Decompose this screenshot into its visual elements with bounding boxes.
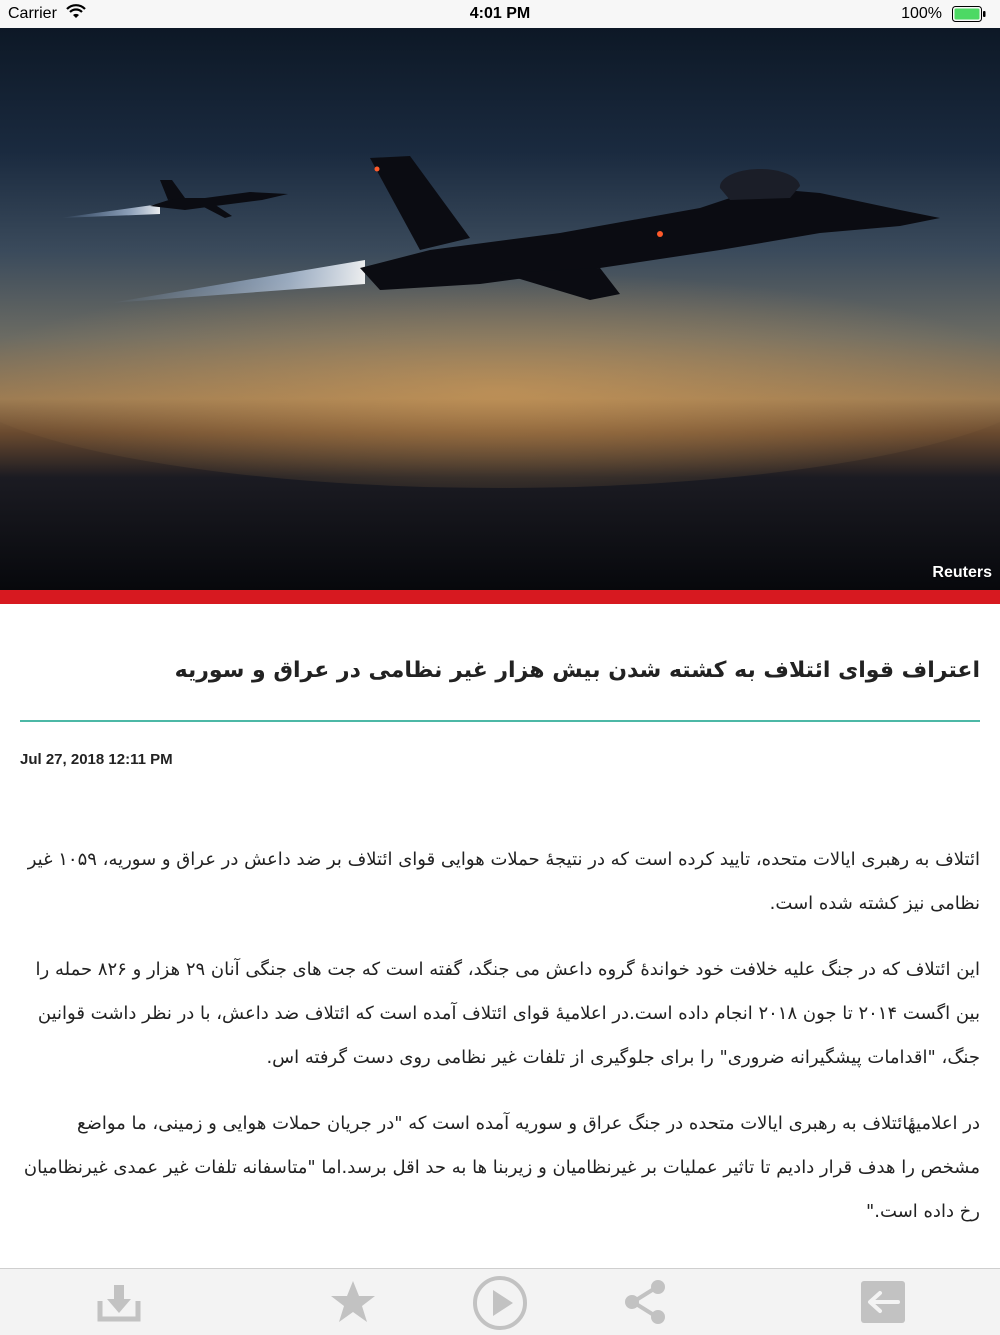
article-date: Jul 27, 2018 12:11 PM xyxy=(20,751,173,768)
article-headline: اعتراف قوای ائتلاف به کشته شدن بیش هزار غیر نظامی در عراق و سوریه xyxy=(174,658,980,683)
photo-credit: Reuters xyxy=(932,564,992,581)
back-button[interactable] xyxy=(858,1277,908,1327)
hero-image xyxy=(0,28,1000,590)
download-icon xyxy=(94,1277,144,1327)
accent-bar xyxy=(0,590,1000,604)
share-icon xyxy=(621,1277,671,1327)
fighter-jets-photo xyxy=(0,28,1000,590)
article-body xyxy=(20,838,980,1256)
battery-percent: 100% xyxy=(901,5,942,22)
play-icon xyxy=(472,1275,528,1331)
share-button[interactable] xyxy=(621,1277,671,1327)
headline-divider xyxy=(20,720,980,722)
carrier-label: Carrier xyxy=(8,5,57,22)
battery-icon xyxy=(952,6,986,22)
status-time: 4:01 PM xyxy=(469,5,531,22)
article-paragraph: این ائتلاف که در جنگ علیه خلافت خود خواندهٔ گروه داعش می جنگد، گفته است که جت های جنگی آنان ۲۹ هزار و ۸۲۶ حمله را بین اگست ۲۰۱۴ تا جون ۲۰۱۸ انجام داده است.در اعلامیهٔ قوای ائتلاف آمده است که ائتلاف ضد داعش، با در نظر داشت قوانین جنگ، "اقدامات پیشگیرانه ضروری" را برای جلوگیری از تلفات غیر نظامی روی دست گرفته اس. xyxy=(35,959,980,1068)
download-button[interactable] xyxy=(94,1277,144,1327)
star-icon xyxy=(328,1277,378,1327)
status-bar xyxy=(0,0,1000,28)
article-paragraph: ائتلاف به رهبری ایالات متحده، تایید کرده است که در نتیجهٔ حملات هوایی قوای ائتلاف بر ضد داعش در عراق و سوریه، ۱۰۵۹ غیر نظامی نیز کشته شده است. xyxy=(27,849,980,914)
back-arrow-icon xyxy=(858,1277,908,1327)
favorite-button[interactable] xyxy=(328,1277,378,1327)
article-paragraph: در اعلامیهٔائتلاف به رهبری ایالات متحده در جنگ عراق و سوریه آمده است که "در جریان حملات هوایی و زمینی، ما مواضع مشخص را هدف قرار دادیم تا تاثیر عملیات بر غیرنظامیان و زیربنا ها به حد اقل برسد.اما "متاسفانه تلفات غیر عمدی غیرنظامیان رخ داده است." xyxy=(23,1113,980,1222)
bottom-toolbar xyxy=(0,1268,1000,1335)
play-audio-button[interactable] xyxy=(472,1275,528,1331)
